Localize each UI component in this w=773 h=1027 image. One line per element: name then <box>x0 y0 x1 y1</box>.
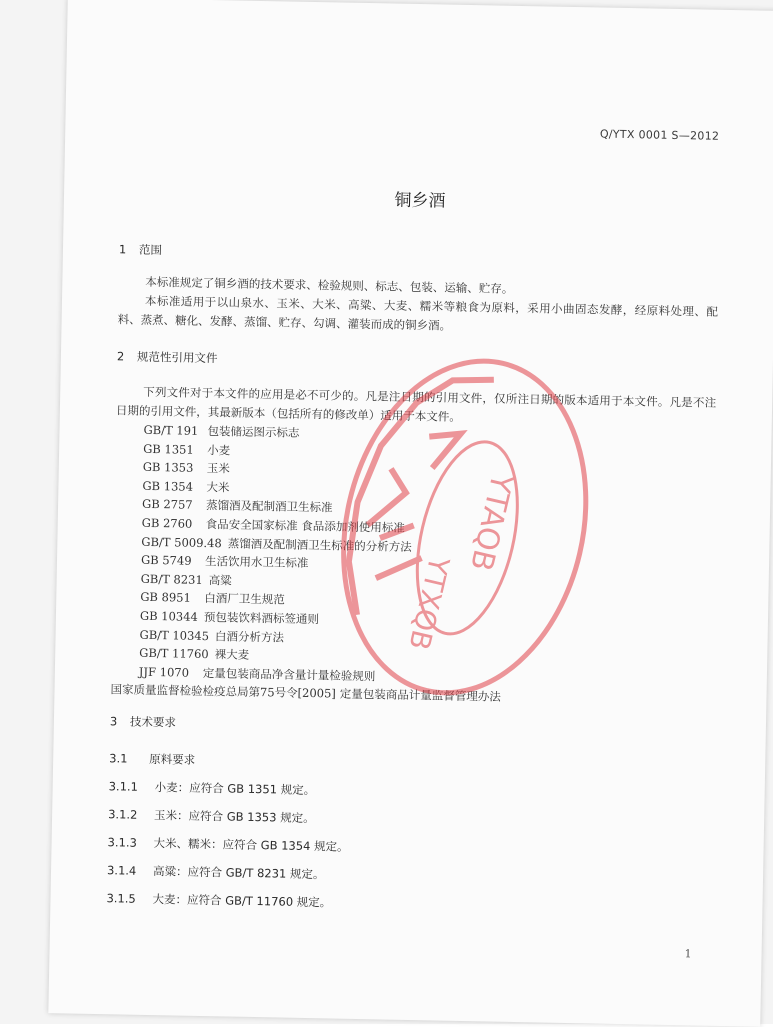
section-2-heading <box>117 348 218 366</box>
section-number: 1 <box>118 242 127 257</box>
reference-code: GB 2757 <box>141 497 193 513</box>
requirement-item <box>109 778 316 798</box>
subsection-3-1-heading <box>109 750 195 768</box>
subsection-number: 3.1 <box>109 751 128 766</box>
reference-code: GB/T 10345 <box>139 627 210 643</box>
reference-code: 国家质量监督检验检疫总局第75号令[2005] <box>110 682 337 701</box>
document-title: 铜乡酒 <box>394 190 446 212</box>
reference-name: 玉米 <box>206 461 230 476</box>
reference-code: JJF 1070 <box>138 664 190 680</box>
section-title: 范围 <box>138 242 163 258</box>
requirement-item <box>107 862 325 882</box>
section-title: 规范性引用文件 <box>136 349 218 366</box>
reference-name: 大米 <box>206 479 230 495</box>
section-1-heading <box>119 241 162 258</box>
reference-code: GB 1353 <box>142 459 194 475</box>
reference-code: GB/T 191 <box>143 422 199 438</box>
requirement-item <box>107 834 348 855</box>
reference-name: 定量包装商品计量监督管理办法 <box>339 686 501 705</box>
reference-code: GB 10344 <box>139 608 198 624</box>
reference-name: 定量包装商品净含量计量检验规则 <box>202 665 376 684</box>
section-number: 3 <box>109 714 118 729</box>
reference-code: GB/T 8231 <box>140 571 203 587</box>
reference-list <box>110 421 506 707</box>
scope-paragraph-2: 本标准适用于以山泉水、玉米、大米、高粱、大麦、糯米等粮食为原料，采用小曲固态发酵，经原料处理、配料、蒸煮、糖化、发酵、蒸馏、贮存、勾调、灌装而成的铜乡酒。 <box>117 293 719 333</box>
reference-code: GB/T 11760 <box>139 645 209 662</box>
reference-name: 白酒厂卫生规范 <box>204 591 285 607</box>
reference-code: GB 1354 <box>142 478 194 494</box>
page-number: 1 <box>684 947 692 961</box>
reference-name: 生活饮用水卫生标准 <box>204 554 309 571</box>
requirement-text: 小麦：应符合 GB 1351 规定。 <box>154 780 316 798</box>
reference-code: GB 1351 <box>143 441 194 457</box>
document-page <box>48 0 773 1027</box>
section-3-heading <box>110 713 176 730</box>
reference-code: GB/T 5009.48 <box>141 534 222 550</box>
reference-code: GB 8951 <box>140 590 192 606</box>
reference-name: 白酒分析方法 <box>214 628 285 645</box>
reference-name: 预包装饮料酒标签通则 <box>203 609 320 627</box>
seal-text-side: YTXQB <box>402 553 456 654</box>
requirement-item <box>108 806 315 826</box>
reference-name: 食品安全国家标准 食品添加剂使用标准 <box>205 516 405 535</box>
requirement-number: 3.1.5 <box>106 891 136 906</box>
references-intro: 下列文件对于本文件的应用是必不可少的。凡是注日期的引用文件，仅所注日期的版本适用于本文件。凡是不注日期的引用文件，其最新版本（包括所有的修改单）适用于本文件。 <box>115 384 717 424</box>
reference-name: 裸大麦 <box>214 647 250 662</box>
section-number: 2 <box>116 349 125 364</box>
reference-name: 蒸馏酒及配制酒卫生标准 <box>205 498 333 515</box>
requirement-text: 玉米：应符合 GB 1353 规定。 <box>153 808 315 826</box>
scope-paragraph-1: 本标准规定了铜乡酒的技术要求、检验规则、标志、包装、运输、贮存。 <box>145 274 514 296</box>
requirement-number: 3.1.2 <box>108 807 138 822</box>
reference-name: 小麦 <box>207 442 231 458</box>
requirement-text: 大麦：应符合 GB/T 11760 规定。 <box>152 892 332 910</box>
document-code: Q/YTX 0001 S—2012 <box>599 127 720 143</box>
requirement-item <box>106 890 331 910</box>
requirement-number: 3.1.3 <box>107 835 137 850</box>
section-title: 技术要求 <box>129 714 177 730</box>
reference-name: 蒸馏酒及配制酒卫生标准的分析方法 <box>227 535 412 554</box>
subsection-title: 原料要求 <box>149 751 196 767</box>
requirement-text: 高粱：应符合 GB/T 8231 规定。 <box>152 864 325 882</box>
requirement-number: 3.1.1 <box>108 779 139 794</box>
reference-code: GB 5749 <box>140 552 192 568</box>
reference-name: 高粱 <box>208 572 232 588</box>
seal-text-top: YTAQB <box>462 470 520 575</box>
reference-code: GB 2760 <box>141 515 193 531</box>
requirement-text: 大米、糯米：应符合 GB 1354 规定。 <box>153 836 349 854</box>
requirement-number: 3.1.4 <box>106 863 137 878</box>
reference-name: 包装储运图示标志 <box>207 424 300 440</box>
